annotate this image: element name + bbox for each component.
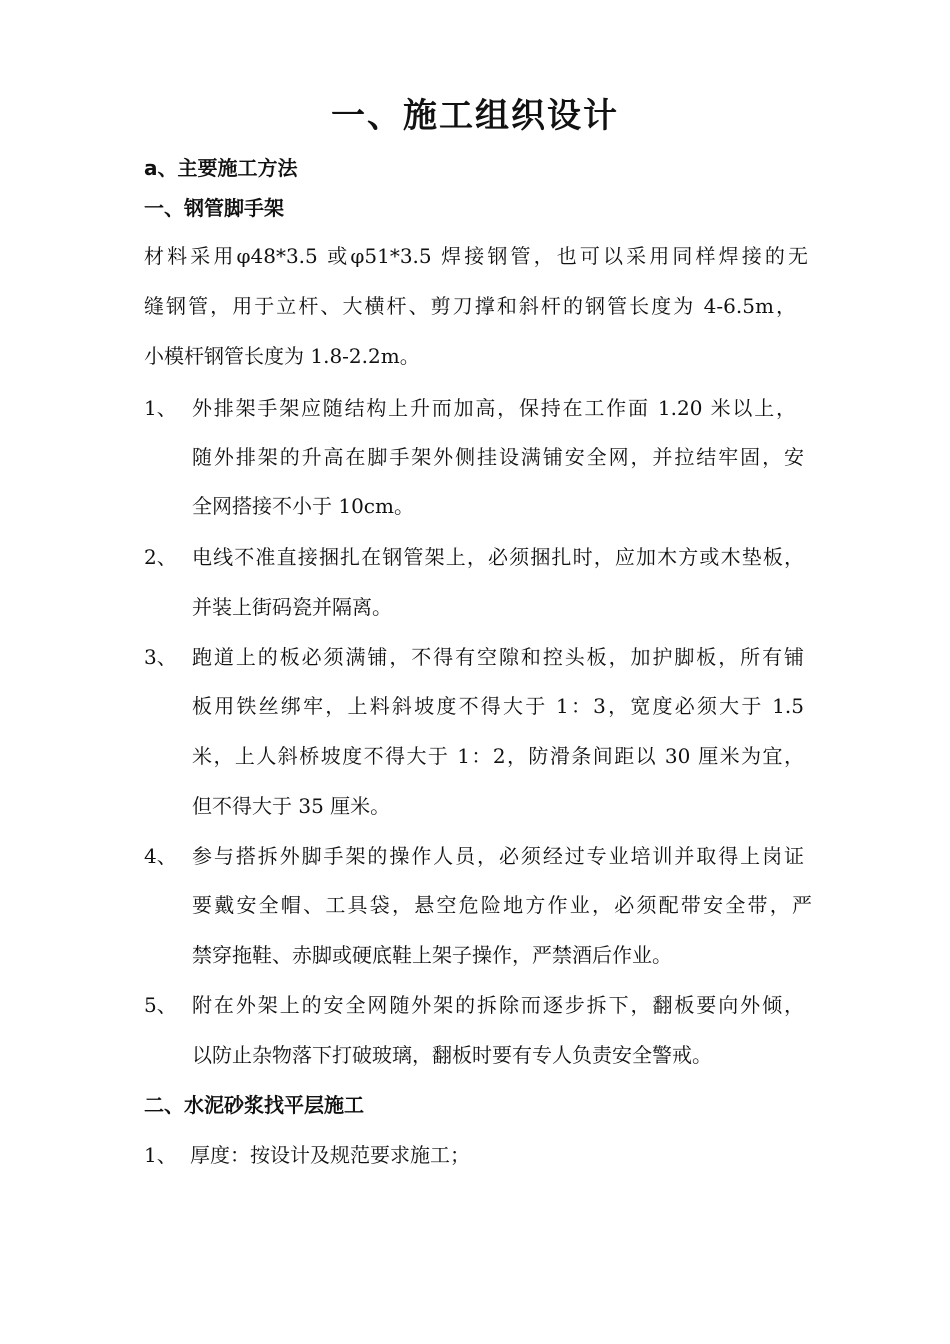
intro-line-2: 缝钢管，用于立杆、大横杆、剪刀撑和斜杆的钢管长度为 4-6.5m， xyxy=(144,294,796,318)
item-3-line-1: 跑道上的板必须满铺，不得有空隙和控头板，加护脚板，所有铺 xyxy=(192,645,804,669)
document-title: 一、施工组织设计 xyxy=(331,96,619,136)
intro-line-1: 材料采用φ48*3.5 或φ51*3.5 焊接钢管，也可以采用同样焊接的无 xyxy=(144,244,808,268)
intro-line-3: 小模杆钢管长度为 1.8-2.2m。 xyxy=(144,344,420,368)
item-4-line-3: 禁穿拖鞋、赤脚或硬底鞋上架子操作，严禁酒后作业。 xyxy=(192,943,672,967)
item-1-number: 1、 xyxy=(144,396,177,420)
item-4-line-2: 要戴安全帽、工具袋，悬空危险地方作业，必须配带安全带，严 xyxy=(192,893,812,917)
section-a-heading: a、主要施工方法 xyxy=(144,156,298,180)
section-2-heading: 二、水泥砂浆找平层施工 xyxy=(144,1093,364,1117)
item-3-line-2: 板用铁丝绑牢，上料斜坡度不得大于 1：3，宽度必须大于 1.5 xyxy=(192,694,804,718)
item-2-number: 2、 xyxy=(144,545,177,569)
item-4-number: 4、 xyxy=(144,844,177,868)
section-1-heading: 一、钢管脚手架 xyxy=(144,196,284,220)
item-3-number: 3、 xyxy=(144,645,177,669)
item-4-line-1: 参与搭拆外脚手架的操作人员，必须经过专业培训并取得上岗证 xyxy=(192,844,804,868)
item-5-number: 5、 xyxy=(144,993,177,1017)
item-5-line-2: 以防止杂物落下打破玻璃，翻板时要有专人负责安全警戒。 xyxy=(192,1043,712,1067)
item-2-line-2: 并装上街码瓷并隔离。 xyxy=(192,595,392,619)
item-5-line-1: 附在外架上的安全网随外架的拆除而逐步拆下，翻板要向外倾， xyxy=(192,993,804,1017)
item-1-line-3: 全网搭接不小于 10cm。 xyxy=(192,494,414,518)
section-2-item-1-line-1: 厚度：按设计及规范要求施工； xyxy=(190,1143,470,1167)
item-2-line-1: 电线不准直接捆扎在钢管架上，必须捆扎时，应加木方或木垫板， xyxy=(192,545,804,569)
item-1-line-2: 随外排架的升高在脚手架外侧挂设满铺安全网，并拉结牢固，安 xyxy=(192,445,804,469)
item-1-line-1: 外排架手架应随结构上升而加高，保持在工作面 1.20 米以上， xyxy=(192,396,796,420)
section-2-item-1-number: 1、 xyxy=(144,1143,177,1167)
item-3-line-3: 米，上人斜桥坡度不得大于 1：2，防滑条间距以 30 厘米为宜， xyxy=(192,744,804,768)
item-3-line-4: 但不得大于 35 厘米。 xyxy=(192,794,391,818)
